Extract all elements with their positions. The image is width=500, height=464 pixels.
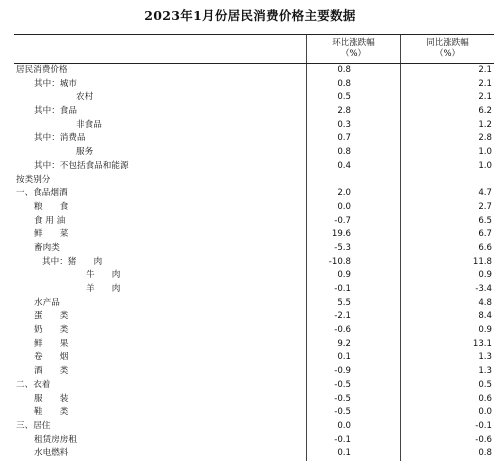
yoy-value: 2.8 [478,133,492,144]
table-row [14,91,494,105]
table-row [14,393,494,407]
header-yoy-label: 同比涨跌幅 [426,38,469,48]
cpi-table [14,34,494,461]
yoy-value: 0.8 [478,448,492,459]
row-label: 其中：城市 [34,78,77,89]
yoy-value: 13.1 [472,338,492,349]
yoy-value: -0.1 [475,420,492,431]
table-body [14,64,494,461]
row-label: 卷 烟 [34,352,69,363]
yoy-value: 1.0 [478,160,492,171]
row-label: 鲜 菜 [34,229,69,240]
yoy-value: 1.0 [478,147,492,158]
yoy-value: 0.6 [478,393,492,404]
yoy-value: 6.6 [478,242,492,253]
table-row [14,338,494,352]
mom-value: 0.1 [337,352,351,363]
yoy-value: 4.8 [478,297,492,308]
table-row [14,187,494,201]
table-row [14,119,494,133]
yoy-value: 0.0 [478,407,492,418]
header-mom [306,35,400,63]
table-row [14,310,494,324]
row-label: 牛 肉 [86,270,121,281]
table-row [14,174,494,188]
header-mom-label: 环比涨跌幅 [332,38,375,48]
row-label: 非食品 [76,119,102,130]
row-label: 羊 肉 [86,284,121,294]
yoy-value: 8.4 [478,311,492,322]
row-label: 鞋 类 [34,407,69,418]
yoy-value: 0.9 [478,325,492,336]
mom-value: 0.3 [337,119,351,130]
table-row [14,379,494,393]
table-row [14,297,494,311]
mom-value: 0.7 [337,133,351,144]
row-label: 服务 [76,147,94,158]
yoy-value: 1.2 [478,119,492,130]
mom-value: -0.5 [334,407,351,418]
yoy-value: -3.4 [475,284,492,294]
table-row [14,215,494,229]
mom-value: -0.1 [334,434,351,445]
table-row [14,256,494,270]
row-label: 酒 类 [34,366,69,377]
yoy-value: 1.3 [478,352,492,363]
document-title: 2023年1月份居民消费价格主要数据 [144,8,356,23]
mom-value: 0.8 [337,78,351,89]
mom-value: 0.9 [337,270,351,281]
row-label: 农村 [76,92,94,103]
row-label: 其中：食品 [34,106,77,117]
header-yoy [400,35,494,63]
table-row [14,283,494,297]
mom-value: 9.2 [337,338,351,349]
mom-value: 19.6 [331,229,351,240]
row-label: 其中：消费品 [34,133,86,144]
table-row [14,324,494,338]
row-label: 按类别分 [16,174,51,185]
yoy-value: 2.7 [478,201,492,212]
mom-value: -0.5 [334,393,351,404]
mom-value: 2.0 [337,188,351,199]
mom-value: 2.8 [337,106,351,117]
mom-value: -0.5 [334,379,351,390]
row-label: 租赁房房租 [34,434,77,445]
table-row [14,406,494,420]
table-row [14,146,494,160]
table-row [14,434,494,448]
table-row [14,160,494,174]
table-row [14,447,494,461]
row-label: 粮 食 [34,201,69,212]
yoy-value: 1.3 [478,366,492,377]
mom-value: -5.3 [334,242,351,253]
yoy-value: 2.1 [478,78,492,89]
row-label: 其中：猪 肉 [42,256,103,267]
row-label: 二、衣着 [16,379,51,390]
row-label: 蛋 类 [34,311,69,322]
table-row [14,64,494,78]
row-label: 奶 类 [34,325,69,336]
yoy-value: 0.9 [478,270,492,281]
table-row [14,242,494,256]
mom-value: -0.6 [334,325,351,336]
yoy-value: -0.6 [475,434,492,445]
table-row [14,269,494,283]
mom-value: 0.1 [337,448,351,459]
row-label: 一、食品烟酒 [16,188,68,199]
mom-value: 0.0 [337,201,351,212]
mom-value: -0.1 [334,284,351,294]
mom-value: 0.4 [337,160,351,171]
row-label: 水产品 [34,297,60,308]
yoy-value: 6.5 [478,215,492,226]
table-row [14,201,494,215]
row-label: 鲜 果 [34,338,69,349]
table-row [14,132,494,146]
row-label: 水电燃料 [34,448,69,459]
mom-value: 0.5 [337,92,351,103]
table-row [14,365,494,379]
table-row [14,78,494,92]
table-header [14,35,494,64]
row-label: 居民消费价格 [16,65,68,75]
yoy-value: 6.2 [478,106,492,117]
mom-value: -0.9 [334,366,351,377]
yoy-value: 2.1 [478,92,492,103]
table-row [14,420,494,434]
header-yoy-unit: （%） [434,49,461,59]
yoy-value: 11.8 [472,256,492,267]
mom-value: -2.1 [334,311,351,322]
mom-value: 0.8 [337,147,351,158]
table-row [14,351,494,365]
row-label: 畜肉类 [34,242,60,253]
yoy-value: 2.1 [478,65,492,75]
header-mom-unit: （%） [340,49,367,59]
row-label: 食 用 油 [34,215,66,226]
row-label: 三、居住 [16,420,51,431]
yoy-value: 4.7 [478,188,492,199]
mom-value: -0.7 [334,215,351,226]
mom-value: 5.5 [337,297,351,308]
row-label: 其中：不包括食品和能源 [34,160,129,171]
yoy-value: 6.7 [478,229,492,240]
yoy-value: 0.5 [478,379,492,390]
mom-value: 0.8 [337,65,351,75]
table-row [14,228,494,242]
table-row [14,105,494,119]
row-label: 服 装 [34,393,69,404]
mom-value: -10.8 [328,256,351,267]
mom-value: 0.0 [337,420,351,431]
